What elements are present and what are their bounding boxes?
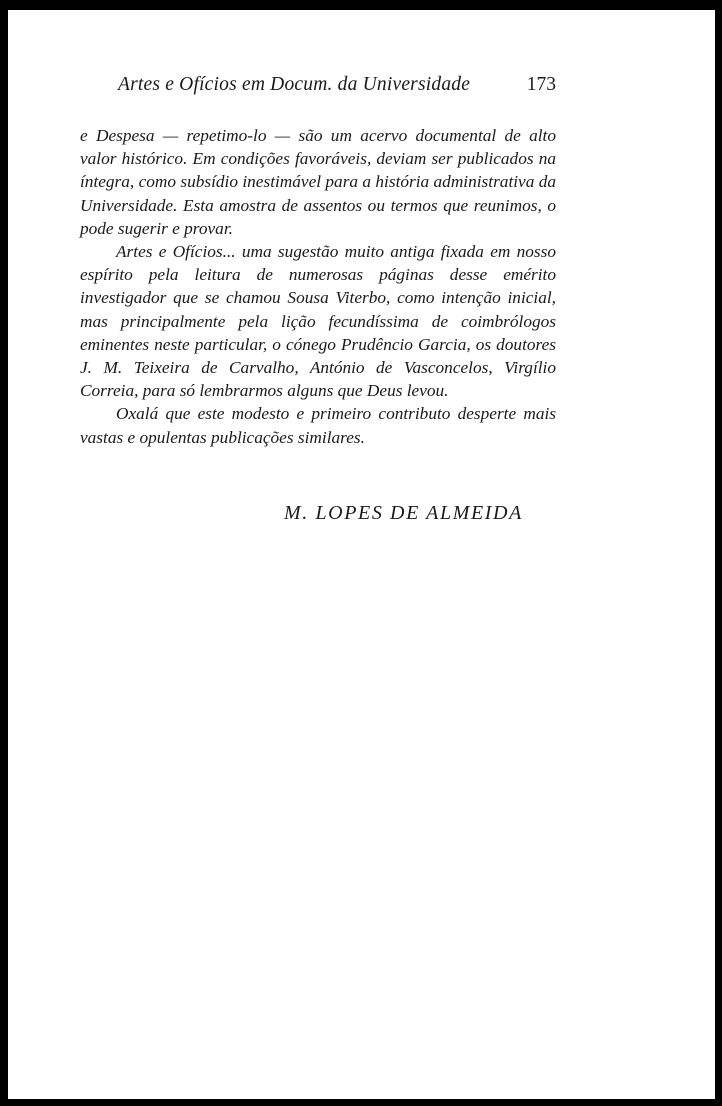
author-signature: M. LOPES DE ALMEIDA [284, 502, 523, 524]
running-head [118, 74, 556, 104]
paragraph-2: Artes e Ofícios... uma sugestão muito antiga fixada em nosso espírito pela leitura de numerosas páginas desse emérito investigador que se chamou Sousa Viterbo, como intenção inicial, mas principalmente pela lição fecundíssima de coimbrólogos eminentes neste particular, o cónego Prudêncio Garcia, os doutores J. M. Teixeira de Carvalho, António de Vasconcelos, Virgílio Correia, para só lembrarmos alguns que Deus levou. [80, 242, 556, 401]
paragraph-3: Oxalá que este modesto e primeiro contributo desperte mais vastas e opulentas publicações similares. [80, 404, 556, 447]
body-text [80, 124, 556, 449]
paragraph-1: e Despesa — repetimo-lo — são um acervo documental de alto valor histórico. Em condições favoráveis, deviam ser publicados na íntegra, como subsídio inestimável para a história administrativa da Universidade. Esta amostra de assentos ou termos que reunimos, o pode sugerir e provar. [80, 126, 556, 238]
page-number: 173 [526, 74, 556, 95]
running-head-title: Artes e Ofícios em Docum. da Universidade [118, 74, 471, 95]
